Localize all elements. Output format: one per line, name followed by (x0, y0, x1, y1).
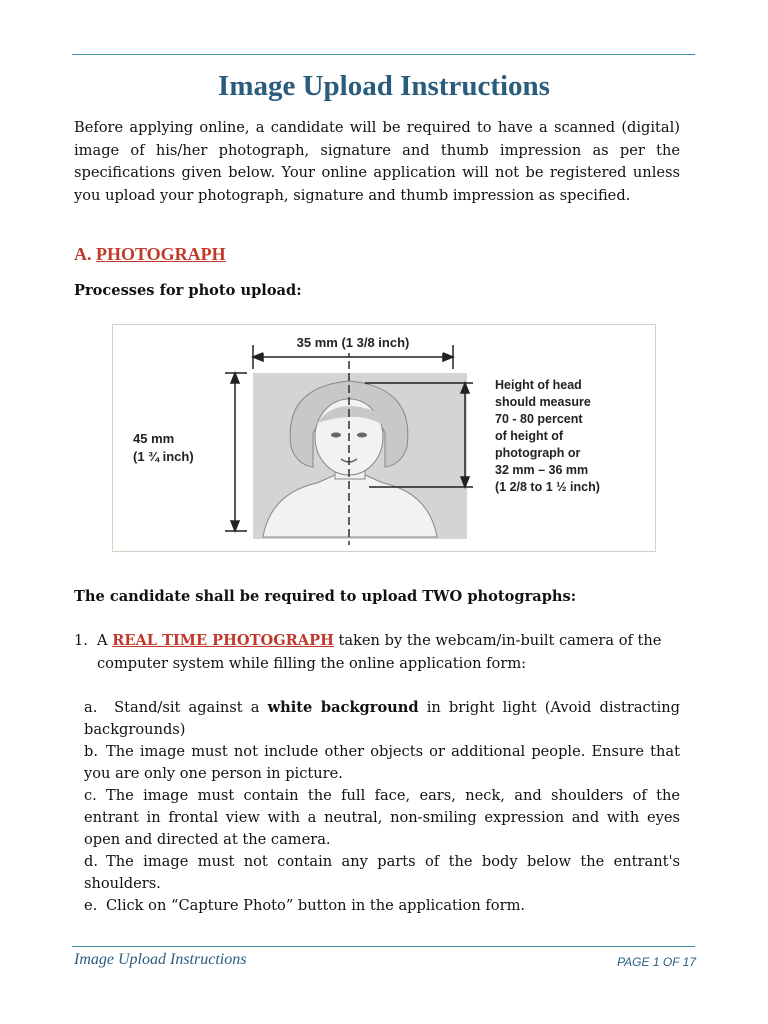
list-number: 1. (74, 632, 88, 649)
note-line: Height of head (495, 378, 582, 392)
note-line: 32 mm – 36 mm (495, 463, 589, 477)
list-letter: e. (84, 897, 98, 914)
list-letter: c. (84, 787, 97, 804)
list-item (84, 697, 680, 741)
page-title: Image Upload Instructions (218, 70, 550, 102)
section-heading-photograph (74, 244, 226, 265)
list-letter: b. (84, 743, 98, 760)
section-title: PHOTOGRAPH (96, 244, 226, 264)
height-label-mm: 45 mm (133, 431, 175, 446)
list-item (84, 895, 680, 917)
photo-requirements-list (84, 697, 680, 917)
item-bold: white background (267, 699, 419, 716)
head-measure-note (495, 378, 600, 494)
note-line: 70 - 80 percent (495, 412, 583, 426)
photo-dimension-diagram (112, 324, 656, 552)
top-rule (72, 54, 695, 55)
intro-paragraph: Before applying online, a candidate will be required to have a scanned (digital) image of his/her photograph, signature and thumb impression as per the specifications given below. Your online application will not be registered unless you upload your photograph, signature and thumb impression as specified. (74, 119, 680, 204)
note-line: should measure (495, 395, 591, 409)
section-prefix: A. (74, 244, 96, 264)
item-text: Stand/sit against a (114, 699, 268, 716)
two-photographs-statement: The candidate shall be required to upload TWO photographs: (74, 588, 577, 605)
note-line: (1 2/8 to 1 ½ inch) (495, 480, 600, 494)
footer-title: Image Upload Instructions (74, 951, 247, 968)
item-text: The image must contain the full face, ears, neck, and shoulders of the entrant in frontal view with a neutral, non-smiling expression and with eyes open and directed at the camera. (84, 787, 680, 848)
item-text: in bright light (Avoid distracting backgrounds) (84, 699, 680, 738)
page-number: PAGE 1 OF 17 (617, 955, 696, 969)
list-letter: a. (84, 699, 98, 716)
list-item (84, 741, 680, 785)
list-item (84, 851, 680, 895)
list-item-real-time-photo (74, 630, 684, 675)
width-label: 35 mm (1 3/8 inch) (296, 335, 410, 350)
list-letter: d. (84, 853, 98, 870)
item-text: The image must not contain any parts of the body below the entrant's shoulders. (84, 853, 680, 892)
height-label-inch: (1 ¾ inch) (133, 449, 194, 464)
note-line: photograph or (495, 446, 581, 460)
item-text: The image must not include other objects or additional people. Ensure that you are only one person in picture. (84, 743, 680, 782)
item-text: Click on “Capture Photo” button in the application form. (106, 897, 526, 914)
footer-rule (72, 946, 695, 947)
height-dimension (225, 373, 247, 531)
list-item-text (97, 630, 684, 675)
list-item (84, 785, 680, 851)
real-time-photograph-highlight: REAL TIME PHOTOGRAPH (112, 632, 334, 649)
item-rest: taken by the webcam/in-built camera of the computer system while filling the online application form: (97, 632, 662, 672)
item-lead: A (97, 632, 113, 649)
photo-upload-subheading: Processes for photo upload: (74, 282, 302, 299)
note-line: of height of (495, 429, 564, 443)
